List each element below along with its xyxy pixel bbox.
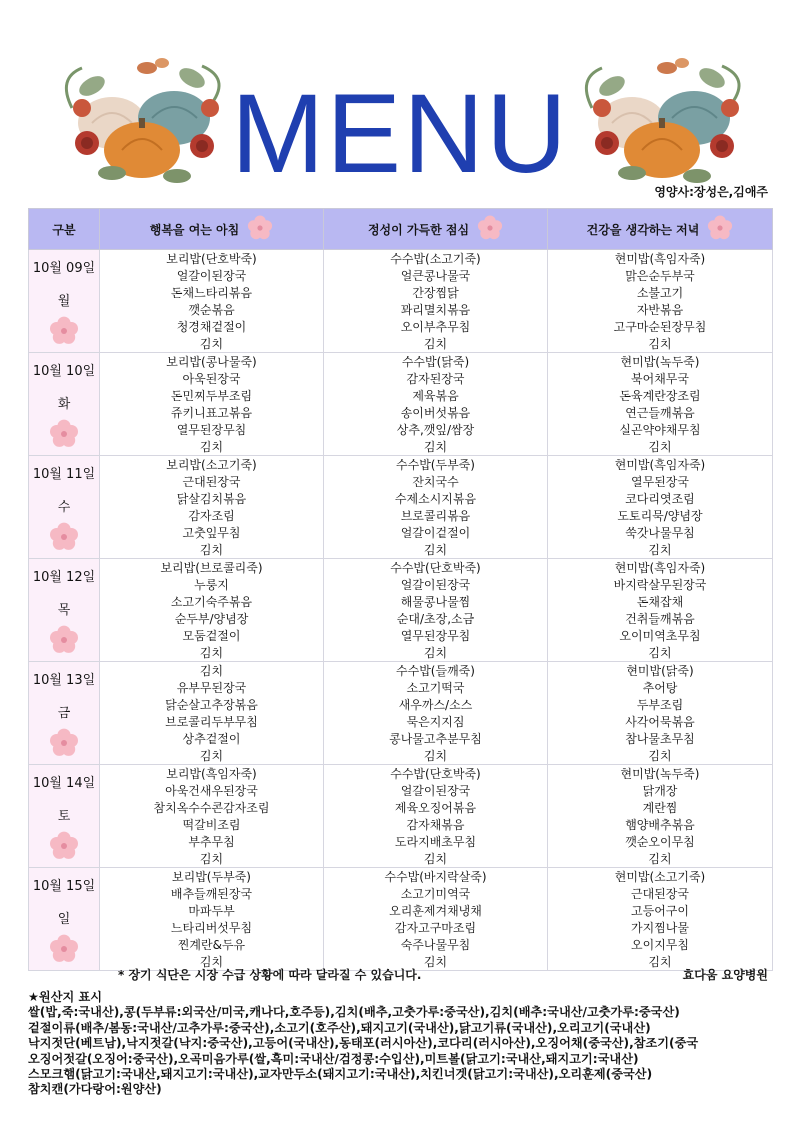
breakfast-cell — [100, 662, 324, 765]
menu-item: 김치 — [648, 337, 672, 351]
day-weekday: 화 — [57, 397, 71, 412]
day-cell — [29, 456, 100, 559]
breakfast-cell — [100, 765, 324, 868]
menu-item: 김치 — [423, 955, 448, 969]
lunch-cell — [324, 765, 548, 868]
flower-icon — [49, 316, 79, 349]
menu-item: 김치 — [199, 664, 224, 678]
menu-item: 김치 — [423, 646, 448, 660]
menu-item: 돈육계란장조림 — [619, 389, 701, 403]
day-weekday: 토 — [57, 809, 71, 824]
table-header-row — [29, 209, 773, 250]
menu-item: 현미밥(녹두죽) — [620, 355, 700, 369]
menu-item: 순두부/양념장 — [174, 612, 249, 626]
menu-item: 찐계란&두유 — [177, 938, 246, 952]
hospital-name: 효다움 요양병원 — [682, 968, 768, 982]
menu-item: 송이버섯볶음 — [400, 406, 471, 420]
day-date: 10월 15일 — [32, 879, 96, 894]
day-weekday: 수 — [57, 500, 71, 515]
menu-item: 수수밥(단호박죽) — [390, 561, 481, 575]
menu-item: 감자채볶음 — [406, 818, 465, 832]
header-breakfast: 행복을 여는 아침 — [100, 209, 324, 250]
menu-item: 코다리엿조림 — [625, 492, 695, 506]
menu-item: 바지락살무된장국 — [613, 578, 707, 592]
menu-item: 소고기미역국 — [400, 887, 471, 901]
menu-item: 연근들깨볶음 — [625, 406, 695, 420]
dinner-cell — [548, 662, 773, 765]
menu-item: 현미밥(소고기죽) — [614, 870, 706, 884]
menu-item: 열무된장국 — [631, 475, 689, 489]
menu-item: 소불고기 — [636, 286, 684, 300]
breakfast-cell — [100, 250, 324, 353]
menu-item: 상추겉절이 — [182, 732, 241, 746]
menu-item: 김치 — [199, 749, 224, 763]
menu-item: 제육볶음 — [412, 389, 459, 403]
menu-item: 실곤약야채무침 — [619, 423, 701, 437]
menu-item: 햄양배추볶음 — [625, 818, 695, 832]
origin-line: 참치캔(가다랑어:원양산) — [28, 1082, 162, 1097]
lunch-cell — [324, 559, 548, 662]
menu-item: 김치 — [199, 440, 224, 454]
menu-item: 고등어구이 — [631, 904, 689, 918]
menu-item: 상추,깻잎/쌈장 — [396, 423, 475, 437]
breakfast-cell — [100, 456, 324, 559]
table-row — [29, 456, 773, 559]
menu-item: 김치 — [648, 543, 672, 557]
menu-item: 브로콜리두부무침 — [165, 715, 258, 729]
pumpkin-bouquet-icon — [572, 48, 752, 192]
menu-item: 닭순살고추장볶음 — [165, 698, 258, 712]
menu-item: 모둠겉절이 — [182, 629, 241, 643]
menu-item: 감자조림 — [188, 509, 235, 523]
day-date: 10월 11일 — [32, 467, 96, 482]
menu-item: 수제소시지볶음 — [394, 492, 477, 506]
flower-icon — [247, 215, 273, 244]
menu-item: 새우까스/소스 — [398, 698, 473, 712]
day-cell — [29, 868, 100, 971]
lunch-cell — [324, 456, 548, 559]
menu-item: 보리밥(소고기죽) — [166, 458, 257, 472]
day-cell — [29, 353, 100, 456]
menu-item: 순대/초장,소금 — [396, 612, 475, 626]
menu-item: 김치 — [199, 543, 224, 557]
menu-item: 현미밥(닭죽) — [626, 664, 694, 678]
origin-line: 쌀(밥,죽:국내산),콩(두부류:외국산/미국,캐나다,호주등),김치(배추,고춧가루:중국산),김치(배추:국내산/고춧가루:중국산) — [28, 1005, 680, 1020]
origin-line: 겉절이류(배추/봄동:국내산/고추가루:중국산),소고기(호주산),돼지고기(국내산),닭고기류(국내산),오리고기(국내산) — [28, 1020, 651, 1035]
day-cell — [29, 662, 100, 765]
menu-item: 현미밥(흑임자죽) — [614, 252, 706, 266]
menu-item: 현미밥(흑임자죽) — [614, 561, 706, 575]
day-date: 10월 09일 — [32, 261, 96, 276]
menu-item: 김치 — [648, 852, 672, 866]
menu-item: 김치 — [648, 749, 672, 763]
menu-item: 얼갈이된장국 — [400, 578, 471, 592]
table-row — [29, 662, 773, 765]
origin-line: 낙지젓단(베트남),낙지젓갈(낙지:중국산),고등어(국내산),동태포(러시아산),코다리(러시아산),오징어채(중국산),참조기(중국 — [28, 1036, 699, 1051]
day-weekday: 목 — [57, 603, 71, 618]
day-weekday: 월 — [57, 294, 71, 309]
dinner-cell — [548, 765, 773, 868]
menu-item: 아욱된장국 — [182, 372, 241, 386]
menu-item: 북어채무국 — [631, 372, 689, 386]
menu-item: 수수밥(바지락살죽) — [384, 870, 487, 884]
menu-item: 깻순볶음 — [188, 303, 235, 317]
menu-item: 김치 — [199, 337, 224, 351]
dinner-cell — [548, 559, 773, 662]
day-weekday: 일 — [57, 912, 71, 927]
menu-item: 근대된장국 — [631, 887, 689, 901]
menu-item: 두부조림 — [636, 698, 684, 712]
day-cell — [29, 765, 100, 868]
menu-item: 가지찜나물 — [631, 921, 689, 935]
menu-item: 추어탕 — [642, 681, 678, 695]
menu-item: 유부무된장국 — [176, 681, 247, 695]
menu-item: 보리밥(브로콜리죽) — [160, 561, 263, 575]
table-row — [29, 868, 773, 971]
menu-item: 수수밥(닭죽) — [401, 355, 470, 369]
menu-item: 김치 — [423, 749, 448, 763]
menu-item: 간장찜닭 — [412, 286, 459, 300]
menu-item: 계란찜 — [642, 801, 678, 815]
menu-item: 고구마순된장무침 — [613, 320, 707, 334]
origin-title: ★원산지 표시 — [28, 990, 103, 1004]
header-category: 구분 — [29, 209, 100, 250]
menu-item: 현미밥(흑임자죽) — [614, 458, 706, 472]
flower-icon — [49, 419, 79, 452]
flower-icon — [49, 831, 79, 864]
menu-item: 떡갈비조림 — [182, 818, 241, 832]
menu-item: 소고기숙주볶음 — [170, 595, 253, 609]
menu-item: 묵은지지짐 — [406, 715, 465, 729]
menu-item: 배추들깨된장국 — [170, 887, 253, 901]
menu-item: 쑥갓나물무침 — [625, 526, 695, 540]
menu-item: 콩나물고추분무침 — [389, 732, 482, 746]
menu-item: 얼갈이겉절이 — [400, 526, 471, 540]
menu-item: 얼갈이된장국 — [176, 269, 247, 283]
menu-item: 보리밥(콩나물죽) — [166, 355, 257, 369]
origin-line: 스모크햄(닭고기:국내산,돼지고기:국내산),교자만두소(돼지고기:국내산),치킨너겟(닭고기:국내산),오리훈제(중국산) — [28, 1067, 653, 1082]
flower-icon — [49, 728, 79, 761]
table-row — [29, 765, 773, 868]
menu-item: 참나물초무침 — [625, 732, 695, 746]
menu-item: 보리밥(흑임자죽) — [166, 767, 257, 781]
menu-item: 얼갈이된장국 — [400, 784, 471, 798]
dietitian-label: 영양사:장성은,김애주 — [654, 185, 768, 199]
menu-item: 맑은순두부국 — [625, 269, 695, 283]
menu-item: 오이지무침 — [631, 938, 689, 952]
menu-item: 깻순오이무침 — [625, 835, 695, 849]
menu-item: 소고기떡국 — [406, 681, 465, 695]
day-cell — [29, 559, 100, 662]
flower-icon — [49, 522, 79, 555]
menu-item: 오이미역초무침 — [619, 629, 701, 643]
dinner-cell — [548, 353, 773, 456]
menu-note: * 장기 식단은 시장 수급 상황에 따라 달라질 수 있습니다. — [118, 968, 422, 982]
origin-line: 오징어젓갈(오징어:중국산),오곡미음가루(쌀,흑미:국내산/검정콩:수입산),미트볼(닭고기:국내산,돼지고기:국내산) — [28, 1051, 639, 1066]
header-lunch: 정성이 가득한 점심 — [324, 209, 548, 250]
menu-item: 김치 — [648, 440, 672, 454]
menu-item: 수수밥(단호박죽) — [390, 767, 481, 781]
menu-item: 제육오징어볶음 — [394, 801, 477, 815]
menu-item: 돈채느타리볶음 — [170, 286, 253, 300]
menu-table — [28, 208, 773, 971]
menu-item: 쥬키니표고볶음 — [170, 406, 253, 420]
breakfast-cell — [100, 559, 324, 662]
day-weekday: 금 — [57, 706, 71, 721]
day-date: 10월 12일 — [32, 570, 96, 585]
lunch-cell — [324, 662, 548, 765]
day-date: 10월 13일 — [32, 673, 96, 688]
breakfast-cell — [100, 353, 324, 456]
flower-icon — [707, 215, 733, 244]
menu-item: 참치옥수수콘감자조림 — [153, 801, 270, 815]
menu-item: 김치 — [423, 543, 448, 557]
menu-item: 김치 — [423, 852, 448, 866]
menu-item: 수수밥(두부죽) — [396, 458, 475, 472]
lunch-cell — [324, 353, 548, 456]
menu-item: 감자된장국 — [406, 372, 465, 386]
menu-item: 수수밥(소고기죽) — [390, 252, 481, 266]
table-row — [29, 559, 773, 662]
menu-item: 근대된장국 — [182, 475, 241, 489]
menu-item: 김치 — [423, 440, 448, 454]
menu-item: 돈채잡채 — [636, 595, 684, 609]
menu-item: 현미밥(녹두죽) — [620, 767, 700, 781]
menu-item: 열무된장무침 — [176, 423, 247, 437]
menu-item: 김치 — [648, 646, 672, 660]
origin-section — [28, 990, 778, 1098]
dinner-cell — [548, 250, 773, 353]
table-row — [29, 250, 773, 353]
flower-icon — [49, 625, 79, 658]
menu-item: 도라지배초무침 — [394, 835, 477, 849]
breakfast-cell — [100, 868, 324, 971]
menu-item: 김치 — [199, 852, 224, 866]
menu-item: 얼큰콩나물국 — [400, 269, 471, 283]
menu-item: 감자고구마조림 — [394, 921, 477, 935]
menu-item: 고춧잎무침 — [182, 526, 241, 540]
menu-item: 아욱건새우된장국 — [165, 784, 258, 798]
day-cell — [29, 250, 100, 353]
menu-item: 브로콜리볶음 — [400, 509, 471, 523]
menu-item: 오리훈제겨채냉채 — [389, 904, 482, 918]
menu-item: 숙주나물무침 — [400, 938, 471, 952]
menu-item: 닭개장 — [642, 784, 678, 798]
lunch-cell — [324, 250, 548, 353]
flower-icon — [49, 934, 79, 967]
menu-item: 김치 — [423, 337, 448, 351]
menu-item: 해물콩나물찜 — [400, 595, 471, 609]
menu-item: 도토리묵/양념장 — [617, 509, 703, 523]
menu-item: 청경채겉절이 — [176, 320, 247, 334]
menu-item: 사각어묵볶음 — [625, 715, 695, 729]
menu-item: 누룽지 — [194, 578, 229, 592]
menu-item: 열무된장무침 — [400, 629, 471, 643]
menu-item: 보리밥(두부죽) — [172, 870, 251, 884]
menu-item: 마파두부 — [188, 904, 235, 918]
page-header — [0, 0, 800, 205]
menu-item: 부추무침 — [188, 835, 235, 849]
menu-item: 수수밥(들깨죽) — [396, 664, 475, 678]
lunch-cell — [324, 868, 548, 971]
menu-item: 닭살김치볶음 — [176, 492, 247, 506]
menu-item: 꽈리멸치볶음 — [400, 303, 471, 317]
day-date: 10월 14일 — [32, 776, 96, 791]
menu-item: 돈민찌두부조림 — [170, 389, 253, 403]
dinner-cell — [548, 456, 773, 559]
menu-item: 건취들깨볶음 — [625, 612, 695, 626]
header-dinner: 건강을 생각하는 저녁 — [548, 209, 773, 250]
menu-item: 오이부추무침 — [400, 320, 471, 334]
menu-item: 자반볶음 — [636, 303, 684, 317]
dinner-cell — [548, 868, 773, 971]
day-date: 10월 10일 — [32, 364, 96, 379]
table-row — [29, 353, 773, 456]
menu-item: 잔치국수 — [412, 475, 459, 489]
menu-item: 느타리버섯무침 — [170, 921, 253, 935]
menu-item: 김치 — [648, 955, 672, 969]
flower-icon — [477, 215, 503, 244]
menu-item: 김치 — [199, 955, 224, 969]
menu-item: 보리밥(단호박죽) — [166, 252, 257, 266]
menu-item: 김치 — [199, 646, 224, 660]
page-title: MENU — [231, 71, 569, 196]
